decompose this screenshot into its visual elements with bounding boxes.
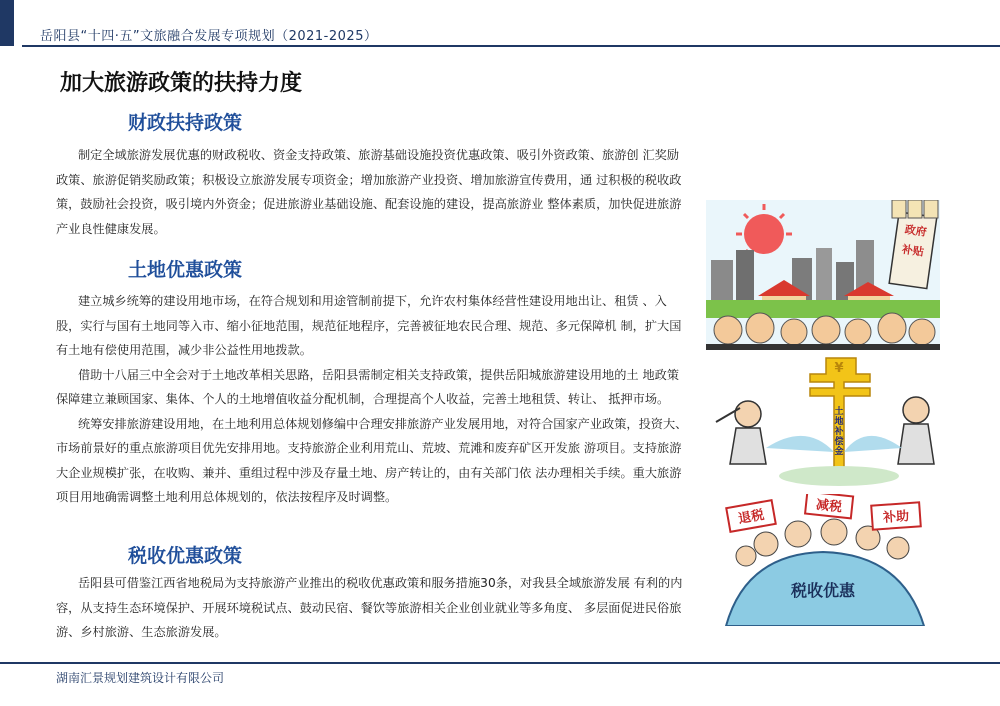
- tax-tag-subsidy: 补助: [882, 509, 910, 526]
- tax-bag-text: 税收优惠: [790, 581, 856, 600]
- paragraph: 制定全域旅游发展优惠的财政税收、资金支持政策、旅游基础设施投资优惠政策、吸引外资政策、旅游创 汇奖励政策、旅游促销奖励政策；积极设立旅游发展专项资金；增加旅游产业投资、增加旅游宣传费用，通 过积极的税收政策，鼓励社会投资，吸引境内外资金；促进旅游业基础设施、配套设施的建设，提高旅游业 整体素质，加快促进旅游产业良性健康发展。: [56, 148, 682, 236]
- paragraph: 借助十八届三中全会对于土地改革相关思路，岳阳县需制定相关支持政策，提供岳阳城旅游建设用地的土 地政策保障建立兼顾国家、集体、个人的土地增值收益分配机制，合理提高个人收益，完善土地租赁、转让、 抵押市场。: [56, 367, 680, 406]
- header-bar: [0, 0, 1000, 50]
- yen-symbol: ¥: [834, 361, 844, 376]
- tax-tag-reduce: 减税: [815, 497, 843, 516]
- header-divider: [22, 45, 1000, 47]
- page-title: 加大旅游政策的扶持力度: [60, 71, 303, 96]
- section-body-tax: [56, 571, 688, 645]
- land-compensation-illustration: [706, 352, 940, 492]
- land-banner-text: 土地补偿金: [834, 407, 844, 457]
- footer-divider: [0, 662, 1000, 664]
- section-body-land: [56, 289, 688, 510]
- header-corner-decoration: [0, 0, 14, 46]
- paragraph: 建立城乡统筹的建设用地市场，在符合规划和用途管制前提下，允许农村集体经营性建设用地出让、租赁 、入股，实行与国有土地同等入市、缩小征地范围，规范征地程序，完善被征地农民合理、规范、多元保障机 制，扩大国有土地有偿使用范围，减少非公益性用地拨款。: [56, 294, 682, 357]
- subsidy-sign-text-2: 补贴: [901, 242, 925, 259]
- header-title: 岳阳县“十四·五”文旅融合发展专项规划（2021-2025）: [40, 29, 378, 44]
- section-heading-land: 土地优惠政策: [128, 259, 243, 281]
- subsidy-illustration: [706, 200, 940, 350]
- paragraph: 岳阳县可借鉴江西省地税局为支持旅游产业推出的税收优惠政策和服务措施30条，对我县全域旅游发展 有利的内容，从支持生态环境保护、开展环境税试点、鼓动民宿、餐饮等旅游相关企业创业就业等多角度、 多层面促进民俗旅游、乡村旅游、生态旅游发展。: [56, 576, 683, 639]
- section-heading-fiscal: 财政扶持政策: [128, 112, 243, 134]
- footer-company: 湖南汇景规划建筑设计有限公司: [56, 671, 225, 685]
- tax-preference-illustration: [706, 494, 940, 626]
- subsidy-sign-text-1: 政府: [903, 223, 928, 239]
- section-body-fiscal: [56, 143, 688, 241]
- tax-tag-refund: 退税: [737, 507, 766, 528]
- paragraph: 统筹安排旅游建设用地，在土地利用总体规划修编中合理安排旅游产业发展用地，对符合国家产业政策，投资大、市场前景好的重点旅游项目优先安排用地。支持旅游企业利用荒山、荒坡、荒滩和废弃矿区开发旅 游项目。支持旅游大企业规模扩张，在收购、兼并、重组过程中涉及存量土地、房产转让的，由有关部门依 法办理相关手续。重大旅游项目用地确需调整土地利用总体规划的，依法按程序及时调整。: [56, 416, 688, 504]
- section-heading-tax: 税收优惠政策: [128, 545, 243, 567]
